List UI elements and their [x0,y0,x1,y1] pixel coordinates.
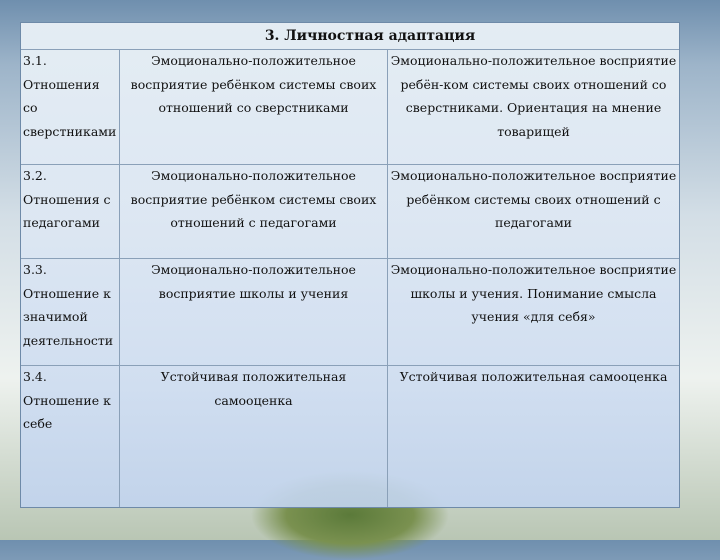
adaptation-table [20,22,680,508]
criterion-cell: 3.4. Отношение к себе [23,369,111,431]
indicator-cell: Эмоционально-положительное восприятие ребёнком системы своих отношений с педагогами [119,164,387,258]
indicator-cell: Эмоционально-положительное восприятие школы и учения [119,258,387,365]
indicator-cell: Эмоционально-положительное восприятие ребёнком системы своих отношений со сверстниками [119,49,387,164]
criterion-cell: 3.2. Отношения с педагогами [23,168,111,230]
table-row [21,49,679,165]
table-row [21,258,679,366]
indicator-cell: Устойчивая положительная самооценка [119,365,387,507]
criterion-cell: 3.1. Отношения со сверстниками [23,53,117,139]
table-row [21,164,679,259]
table-row [21,365,679,507]
description-cell: Устойчивая положительная самооценка [387,365,679,507]
description-cell: Эмоционально-положительное восприятие школы и учения. Понимание смысла учения «для себя» [387,258,679,365]
table-title-text: 3. Личностная адаптация [264,28,476,44]
description-cell: Эмоционально-положительное восприятие ребён-ком системы своих отношений со сверстниками. Ориентация на мнение товарищей [387,49,679,164]
table-title [21,23,679,50]
criterion-cell: 3.3. Отношение к значимой деятельности [23,262,114,348]
description-cell: Эмоционально-положительное восприятие ребёнком системы своих отношений с педагогами [387,164,679,258]
